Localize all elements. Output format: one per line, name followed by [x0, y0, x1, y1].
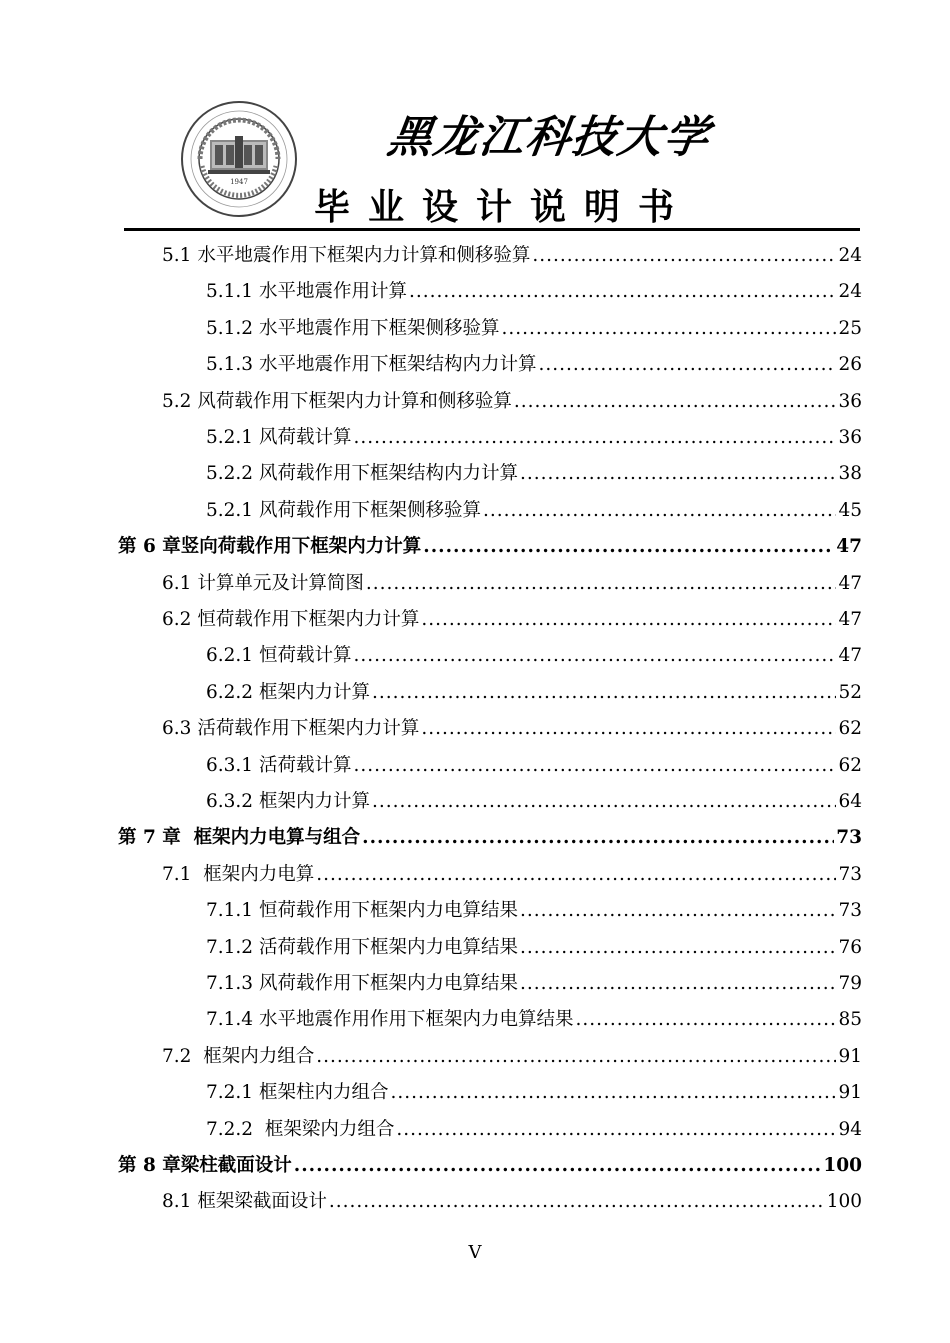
- toc-entry-number: 8.1: [162, 1191, 198, 1213]
- toc-entry-label: 活荷载作用下框架内力计算: [197, 718, 420, 740]
- toc-entry-page: 36: [838, 390, 862, 412]
- toc-leader-dots: [538, 351, 836, 379]
- toc-entry-page: 24: [838, 245, 862, 266]
- toc-entry-number: 7.1: [162, 863, 204, 885]
- toc-entry[interactable]: [162, 604, 862, 634]
- toc-entry-page: 100: [826, 1191, 862, 1213]
- page-header: [0, 0, 950, 240]
- toc-entry-label: 水平地震作用作用下框架内力电算结果: [258, 1009, 574, 1031]
- page-number: V: [468, 1242, 482, 1263]
- toc-entry-number: 6.3.1: [206, 754, 259, 776]
- toc-entry[interactable]: [206, 349, 862, 379]
- toc-entry-number: 7.1.2: [206, 936, 259, 958]
- toc-entry-page: 73: [838, 863, 862, 885]
- toc-entry-number: 第 6 章: [118, 536, 181, 558]
- toc-entry-page: 47: [838, 572, 862, 594]
- toc-entry[interactable]: [206, 895, 862, 925]
- toc-entry-number: 5.1.2: [206, 317, 259, 339]
- toc-entry[interactable]: [162, 713, 862, 743]
- toc-entry-page: 94: [838, 1118, 862, 1140]
- toc-leader-dots: [520, 934, 836, 962]
- document-title: 毕业设计说明书: [314, 186, 693, 228]
- toc-entry[interactable]: [206, 313, 862, 343]
- toc-entry[interactable]: [206, 495, 862, 525]
- toc-entry[interactable]: [162, 1186, 862, 1216]
- toc-leader-dots: [362, 824, 834, 852]
- toc-entry-number: 6.2: [162, 609, 198, 630]
- toc-entry-label: 风荷载作用下框架侧移验算: [258, 499, 481, 521]
- toc-entry[interactable]: [206, 786, 862, 816]
- toc-entry-number: 7.1.1: [206, 900, 259, 922]
- toc-entry[interactable]: [206, 932, 862, 962]
- toc-leader-dots: [316, 861, 836, 889]
- toc-entry-label: 水平地震作用下框架侧移验算: [258, 317, 500, 339]
- toc-entry-page: 73: [838, 900, 862, 922]
- seal-year: 1947: [230, 178, 248, 186]
- toc-entry-number: 第 8 章: [118, 1155, 181, 1176]
- toc-entry-number: 5.2: [162, 390, 198, 412]
- toc-entry-page: 24: [838, 281, 862, 303]
- toc-entry-label: 框架梁内力组合: [264, 1118, 395, 1140]
- toc-leader-dots: [532, 242, 836, 270]
- toc-leader-dots: [421, 715, 836, 743]
- toc-entry-page: 36: [838, 427, 862, 448]
- toc-entry-number: 6.2.1: [206, 645, 259, 667]
- toc-entry-page: 73: [836, 827, 862, 849]
- toc-entry[interactable]: [162, 1041, 862, 1071]
- toc-entry-label: 恒荷载作用下框架内力电算结果: [258, 900, 518, 922]
- toc-entry-page: 25: [838, 317, 862, 339]
- toc-entry-page: 79: [838, 973, 862, 994]
- toc-entry-page: 47: [838, 645, 862, 667]
- toc-leader-dots: [372, 679, 836, 707]
- toc-entry-number: 6.3.2: [206, 791, 259, 812]
- toc-entry-label: 风荷载作用下框架结构内力计算: [258, 463, 518, 485]
- toc-entry[interactable]: [206, 1004, 862, 1034]
- university-name: 黑龙江科技大学: [384, 112, 714, 163]
- toc-leader-dots: [372, 788, 836, 816]
- toc-entry-label: 框架内力电算: [203, 863, 315, 885]
- toc-entry[interactable]: [118, 1150, 862, 1180]
- toc-entry[interactable]: [206, 276, 862, 306]
- toc-entry-page: 47: [836, 536, 862, 558]
- toc-entry[interactable]: [206, 640, 862, 670]
- toc-leader-dots: [390, 1079, 836, 1107]
- toc-entry-label: 框架内力计算: [258, 681, 370, 703]
- toc-entry-page: 26: [838, 354, 862, 376]
- toc-entry-label: 恒荷载计算: [258, 645, 352, 667]
- toc-entry-page: 76: [838, 936, 862, 958]
- toc-leader-dots: [421, 606, 836, 634]
- toc-entry[interactable]: [118, 531, 862, 561]
- toc-entry-number: 7.1.4: [206, 1009, 259, 1031]
- toc-entry-page: 62: [838, 718, 862, 740]
- toc-entry-page: 62: [838, 754, 862, 776]
- toc-leader-dots: [353, 752, 836, 780]
- toc-entry-number: 5.2.2: [206, 463, 259, 485]
- toc-entry-label: 风荷载作用下框架内力计算和侧移验算: [197, 390, 512, 412]
- toc-leader-dots: [329, 1188, 825, 1216]
- toc-entry-page: 91: [838, 1082, 862, 1104]
- toc-entry-page: 38: [838, 463, 862, 485]
- toc-entry[interactable]: [206, 1077, 862, 1107]
- toc-entry-page: 100: [823, 1155, 862, 1176]
- university-seal-logo: [180, 100, 298, 218]
- toc-leader-dots: [353, 424, 836, 452]
- toc-leader-dots: [396, 1116, 836, 1144]
- toc-entry-label: 活荷载计算: [258, 754, 352, 776]
- toc-entry-label: 活荷载作用下框架内力电算结果: [258, 936, 518, 958]
- toc-leader-dots: [294, 1152, 822, 1180]
- toc-leader-dots: [520, 970, 836, 998]
- toc-entry-number: 7.2.2: [206, 1118, 265, 1140]
- toc-leader-dots: [520, 897, 836, 925]
- toc-entry-number: 5.1: [162, 245, 198, 266]
- toc-entry-label: 水平地震作用下框架内力计算和侧移验算: [197, 245, 531, 266]
- toc-entry[interactable]: [206, 422, 862, 452]
- toc-entry-label: 框架内力电算与组合: [193, 827, 361, 849]
- toc-leader-dots: [483, 497, 836, 525]
- toc-entry-label: 框架梁截面设计: [197, 1191, 327, 1213]
- toc-entry-label: 水平地震作用计算: [258, 281, 407, 303]
- toc-entry-label: 计算单元及计算简图: [197, 572, 364, 594]
- toc-entry-label: 风荷载计算: [258, 427, 352, 448]
- toc-entry-page: 52: [838, 681, 862, 703]
- toc-entry[interactable]: [206, 750, 862, 780]
- toc-entry-page: 47: [838, 609, 862, 630]
- toc-entry-page: 45: [838, 499, 862, 521]
- toc-entry-number: 5.1.1: [206, 281, 259, 303]
- toc-entry[interactable]: [206, 1114, 862, 1144]
- toc-leader-dots: [409, 278, 836, 306]
- toc-leader-dots: [575, 1006, 836, 1034]
- toc-leader-dots: [501, 315, 836, 343]
- toc-entry-number: 6.3: [162, 718, 198, 740]
- toc-entry[interactable]: [206, 458, 862, 488]
- toc-entry-label: 恒荷载作用下框架内力计算: [197, 609, 420, 630]
- toc-entry-number: 第 7 章: [118, 827, 194, 849]
- toc-entry[interactable]: [162, 386, 862, 416]
- toc-entry[interactable]: [118, 822, 862, 852]
- toc-entry-label: 梁柱截面设计: [180, 1155, 292, 1176]
- toc-entry-number: 5.2.1: [206, 499, 259, 521]
- toc-entry-number: 7.1.3: [206, 973, 259, 994]
- toc-entry[interactable]: [206, 677, 862, 707]
- toc-entry-number: 7.2: [162, 1045, 204, 1067]
- toc-entry[interactable]: [162, 859, 862, 889]
- toc-entry-page: 85: [838, 1009, 862, 1031]
- toc-entry[interactable]: [162, 568, 862, 598]
- toc-leader-dots: [514, 388, 837, 416]
- toc-entry-label: 框架内力计算: [258, 791, 370, 812]
- toc-entry-label: 框架内力组合: [203, 1045, 315, 1067]
- toc-leader-dots: [520, 460, 836, 488]
- toc-entry-number: 5.2.1: [206, 427, 259, 448]
- toc-entry-label: 水平地震作用下框架结构内力计算: [258, 354, 537, 376]
- toc-leader-dots: [366, 570, 837, 598]
- header-rule: [124, 228, 860, 231]
- toc-leader-dots: [423, 533, 834, 561]
- toc-entry-page: 91: [838, 1045, 862, 1067]
- toc-entry[interactable]: [162, 240, 862, 270]
- toc-entry-number: 5.1.3: [206, 354, 259, 376]
- toc-leader-dots: [316, 1043, 836, 1071]
- toc-leader-dots: [353, 642, 836, 670]
- toc-entry-page: 64: [838, 791, 862, 812]
- toc-entry-label: 竖向荷载作用下框架内力计算: [180, 536, 422, 558]
- toc-entry-number: 6.2.2: [206, 681, 259, 703]
- toc-entry-number: 7.2.1: [206, 1082, 259, 1104]
- toc-entry[interactable]: [206, 968, 862, 998]
- toc-entry-label: 风荷载作用下框架内力电算结果: [258, 973, 518, 994]
- toc-entry-number: 6.1: [162, 572, 198, 594]
- toc-entry-label: 框架柱内力组合: [258, 1082, 389, 1104]
